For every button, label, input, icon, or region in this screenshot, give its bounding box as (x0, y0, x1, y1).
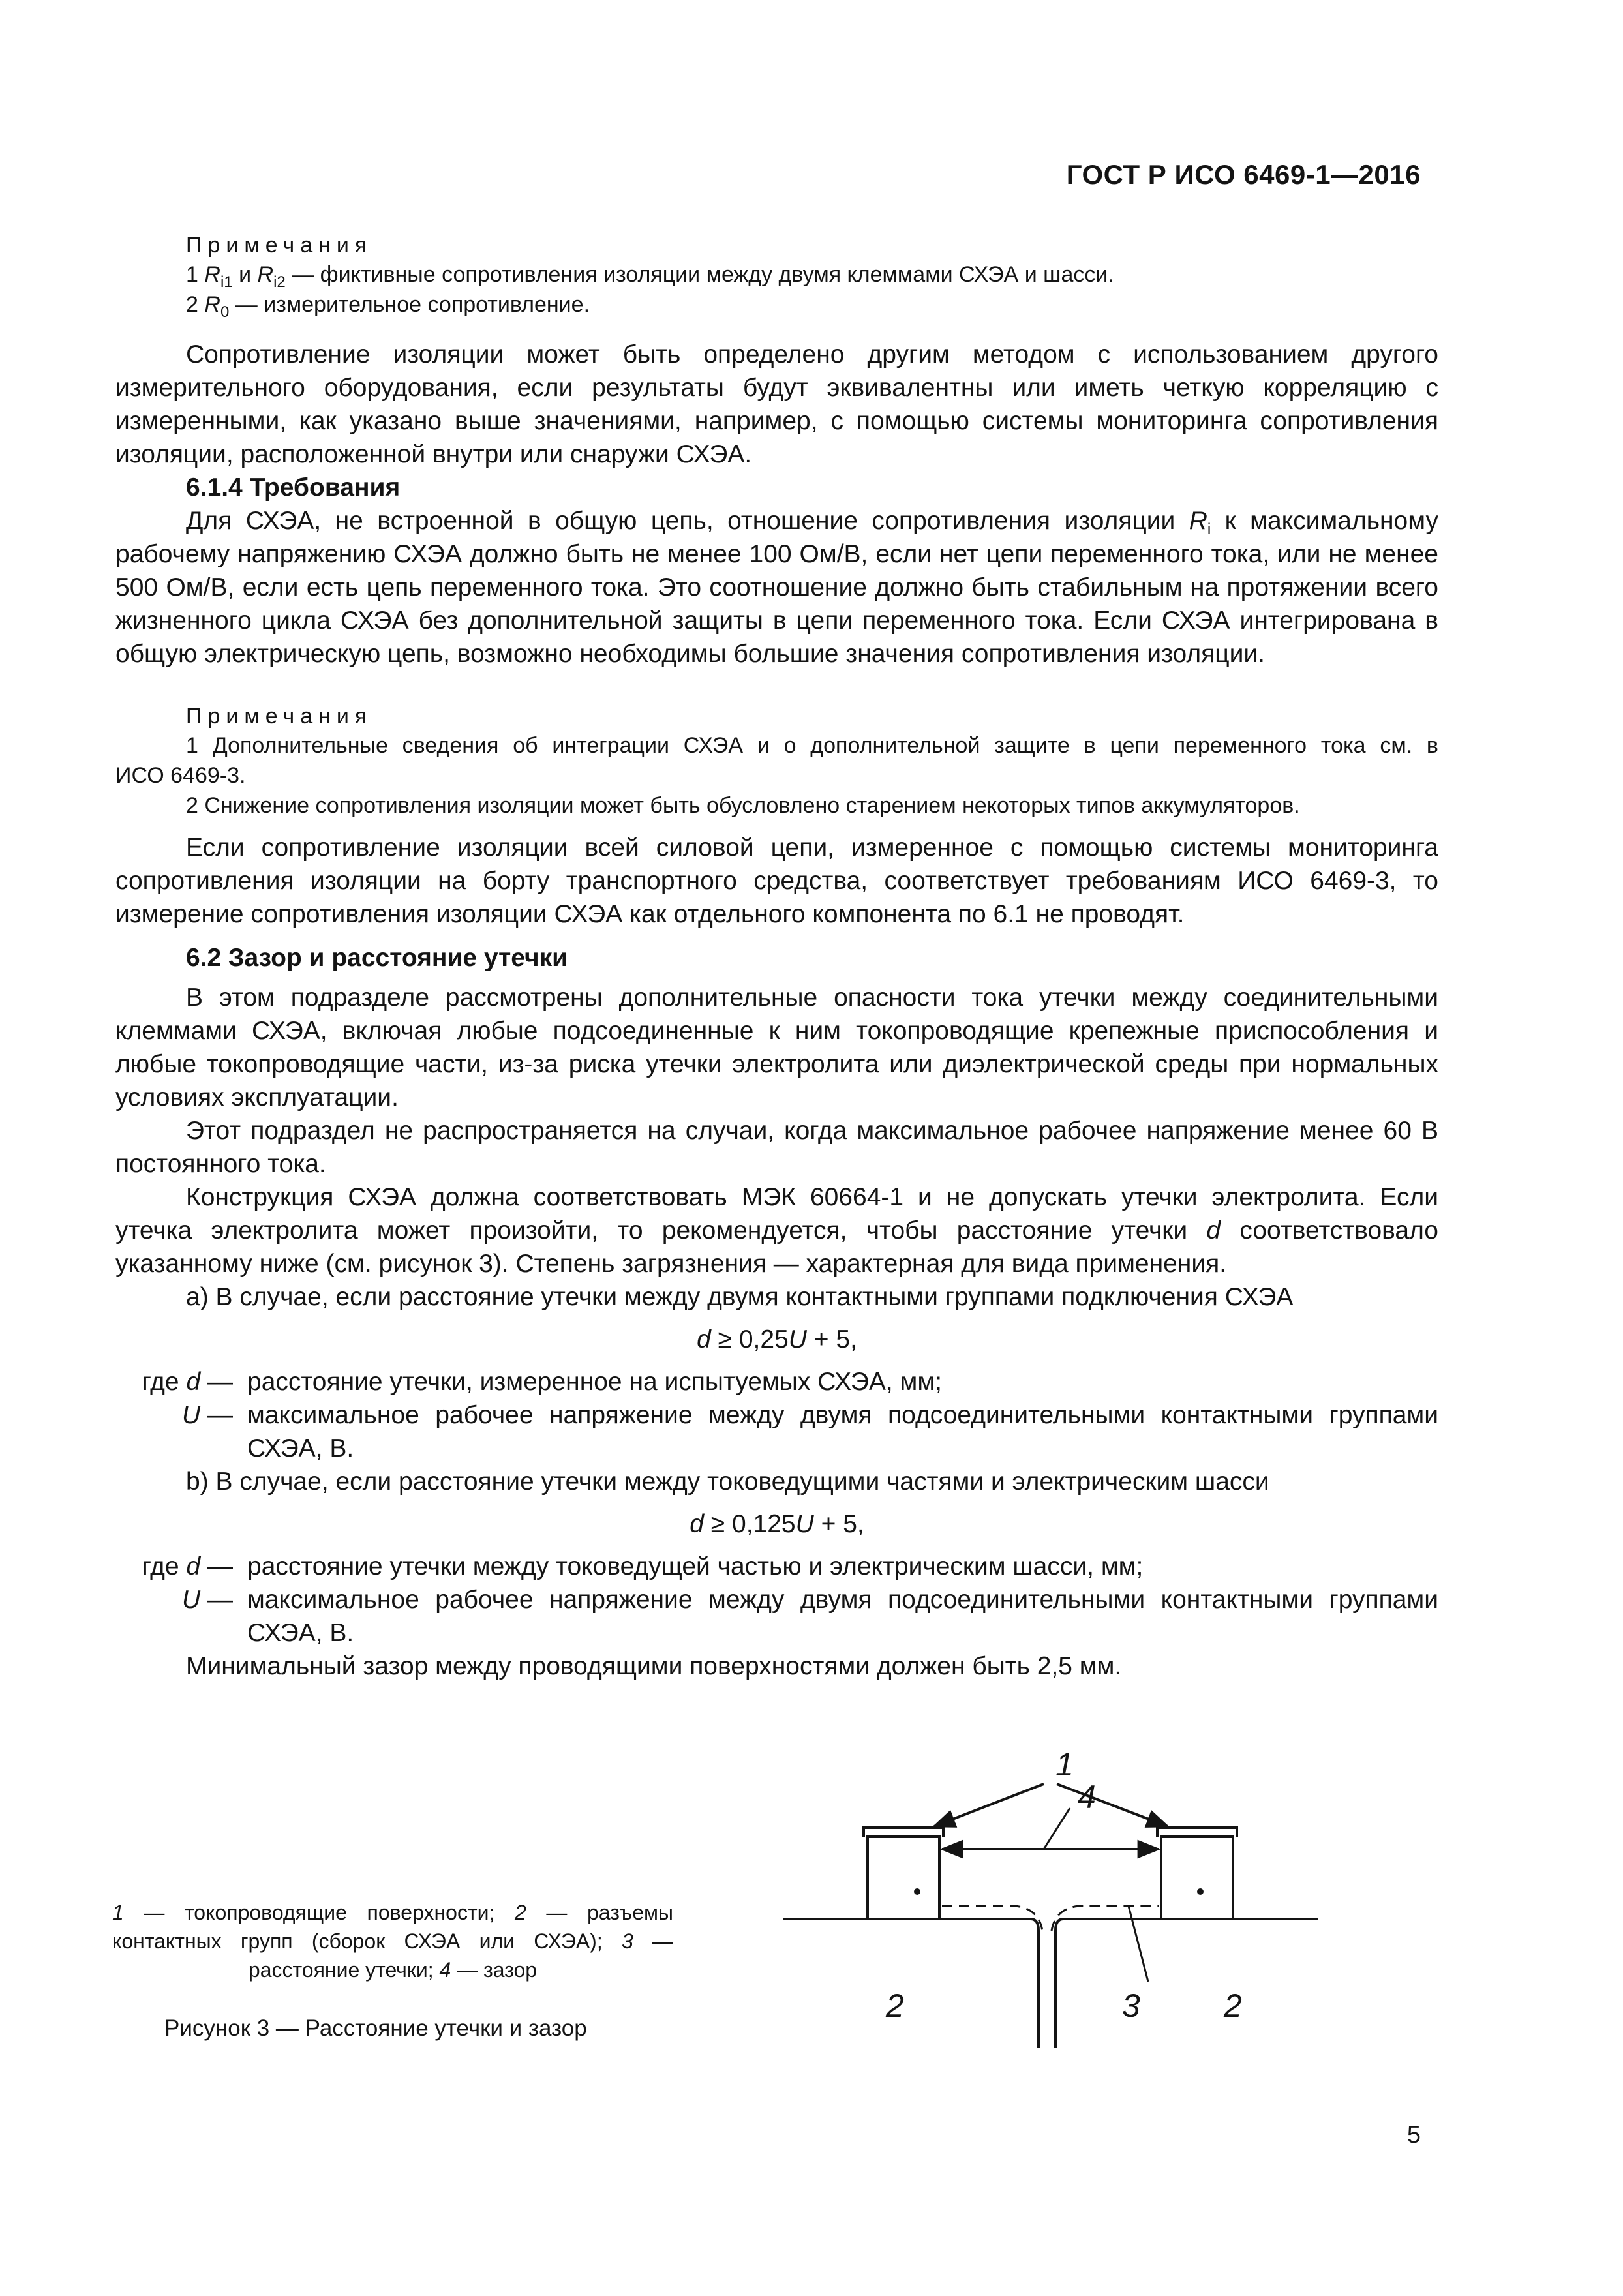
figure-3-diagram (783, 1735, 1357, 2074)
paragraph-construction: Конструкция СХЭА должна соответствовать МЭК 60664-1 и не допускать утечки электролита. Если утечка электролита может произойти, то рекомендуется, чтобы расстояние утечки d соответствовало указанному ниже (см. рисунок 3). Степень загрязнения — характерная для вида применения. (115, 1183, 1438, 1278)
where-b-u: U — максимальное рабочее напряжение между двумя подсоединительными контактными группами СХЭА, В. (181, 1586, 1438, 1647)
paragraph-alt-method: Сопротивление изоляции может быть определено другим методом с использованием другого измерительного оборудования, если результаты будут эквивалентны или иметь четкую корреляцию с измеренными, как указано выше значениями, например, с помощью системы мониторинга сопротивления изоляции, расположенной внутри или снаружи СХЭА. (115, 340, 1438, 468)
heading-6-1-4: 6.1.4 Требования (186, 474, 401, 502)
page-number: 5 (1406, 2121, 1421, 2149)
paragraph-leakage-hazards: В этом подразделе рассмотрены дополнительные опасности тока утечки между соединительными клеммами СХЭА, включая любые подсоединенные к ним токопроводящие крепежные приспособления и любые токопроводящие части, из-за риска утечки электролита или диэлектрической среды при нормальных условиях эксплуатации. (115, 984, 1438, 1111)
terminal-right-dot (1197, 1888, 1204, 1895)
formula-b: d ≥ 0,125U + 5, (690, 1510, 864, 1538)
figure-legend: 1 — токопроводящие поверхности; 2 — разъемы контактных групп (сборок СХЭА или СХЭА); 3 — расстояние утечки; 4 — зазор (112, 1901, 674, 1982)
notes-title: Примечания (186, 233, 373, 258)
standard-code: ГОСТ Р ИСО 6469-1—2016 (1066, 159, 1421, 190)
page-content (115, 231, 1438, 1683)
where-b-d: где d — расстояние утечки между токоведущей частью и электрическим шасси, мм; (142, 1552, 1144, 1580)
label-3: 3 (1122, 1987, 1140, 2024)
item-b: b) В случае, если расстояние утечки между токоведущими частями и электрическим шасси (186, 1468, 1269, 1496)
label-2-right: 2 (1224, 1987, 1242, 2024)
paragraph-scope-exclusion: Этот подраздел не распространяется на случаи, когда максимальное рабочее напряжение менее 60 В постоянного тока. (115, 1117, 1438, 1178)
terminal-right (1161, 1837, 1233, 1919)
surface-line-left (783, 1919, 1039, 2048)
item-a: a) В случае, если расстояние утечки между двумя контактными группами подключения СХЭА (186, 1283, 1294, 1311)
leader-label-1-right (1057, 1784, 1168, 1826)
terminal-right-cap (1157, 1828, 1237, 1837)
where-a-d: где d — расстояние утечки, измеренное на испытуемых СХЭА, мм; (142, 1368, 943, 1396)
terminal-left-cap (864, 1828, 943, 1837)
heading-6-2: 6.2 Зазор и расстояние утечки (186, 944, 568, 972)
note-1: 1 $R_{i1}$ и $R_{i2}$ — фиктивные сопротивления изоляции между двумя клеммами СХЭА и шасси. (186, 262, 1114, 291)
terminal-left-dot (914, 1888, 920, 1895)
leader-label-3 (1129, 1906, 1148, 1982)
surface-line-right (1055, 1919, 1318, 2048)
paragraph-requirements: Для СХЭА, не встроенной в общую цепь, отношение сопротивления изоляции $R_i$ к максимальному рабочему напряжению СХЭА должно быть не менее 100 Ом/В, если нет цепи переменного тока, или не менее 500 Ом/В, если есть цепь переменного тока. Это соотношение должно быть стабильным на протяжении всего жизненного цикла СХЭА без дополнительной защиты в цепи переменного тока. Если СХЭА интегрирована в общую электрическую цепь, возможно необходимы большие значения сопротивления изоляции. (115, 507, 1438, 668)
label-4: 4 (1078, 1779, 1096, 1815)
note-integration-line2: ИСО 6469-3. (115, 763, 246, 788)
formula-a: d ≥ 0,25U + 5, (697, 1325, 857, 1353)
note-2: 2 $R_0$ — измерительное сопротивление. (186, 292, 590, 321)
paragraph-monitoring: Если сопротивление изоляции всей силовой цепи, измеренное с помощью системы мониторинга сопротивления изоляции на борту транспортного средства, соответствует требованиям ИСО 6469-3, то измерение сопротивления изоляции СХЭА как отдельного компонента по 6.1 не проводят. (115, 834, 1438, 928)
leader-label-1-left (934, 1784, 1044, 1826)
label-1: 1 (1055, 1746, 1074, 1783)
leader-label-4 (1044, 1808, 1070, 1849)
note-integration-line1: 1 Дополнительные сведения об интеграции СХЭА и о дополнительной защите в цепи переменного тока см. в (186, 733, 1438, 758)
where-a-u: U — максимальное рабочее напряжение между двумя подсоединительными контактными группами СХЭА, В. (181, 1401, 1438, 1462)
figure-caption: Рисунок 3 — Расстояние утечки и зазор (164, 2016, 587, 2041)
paragraph-min-clearance: Минимальный зазор между проводящими поверхностями должен быть 2,5 мм. (186, 1652, 1122, 1680)
notes-title-2: Примечания (186, 704, 373, 729)
label-2-left: 2 (886, 1987, 904, 2024)
note-aging: 2 Снижение сопротивления изоляции может быть обусловлено старением некоторых типов аккумуляторов. (186, 793, 1300, 818)
terminal-left (868, 1837, 939, 1919)
